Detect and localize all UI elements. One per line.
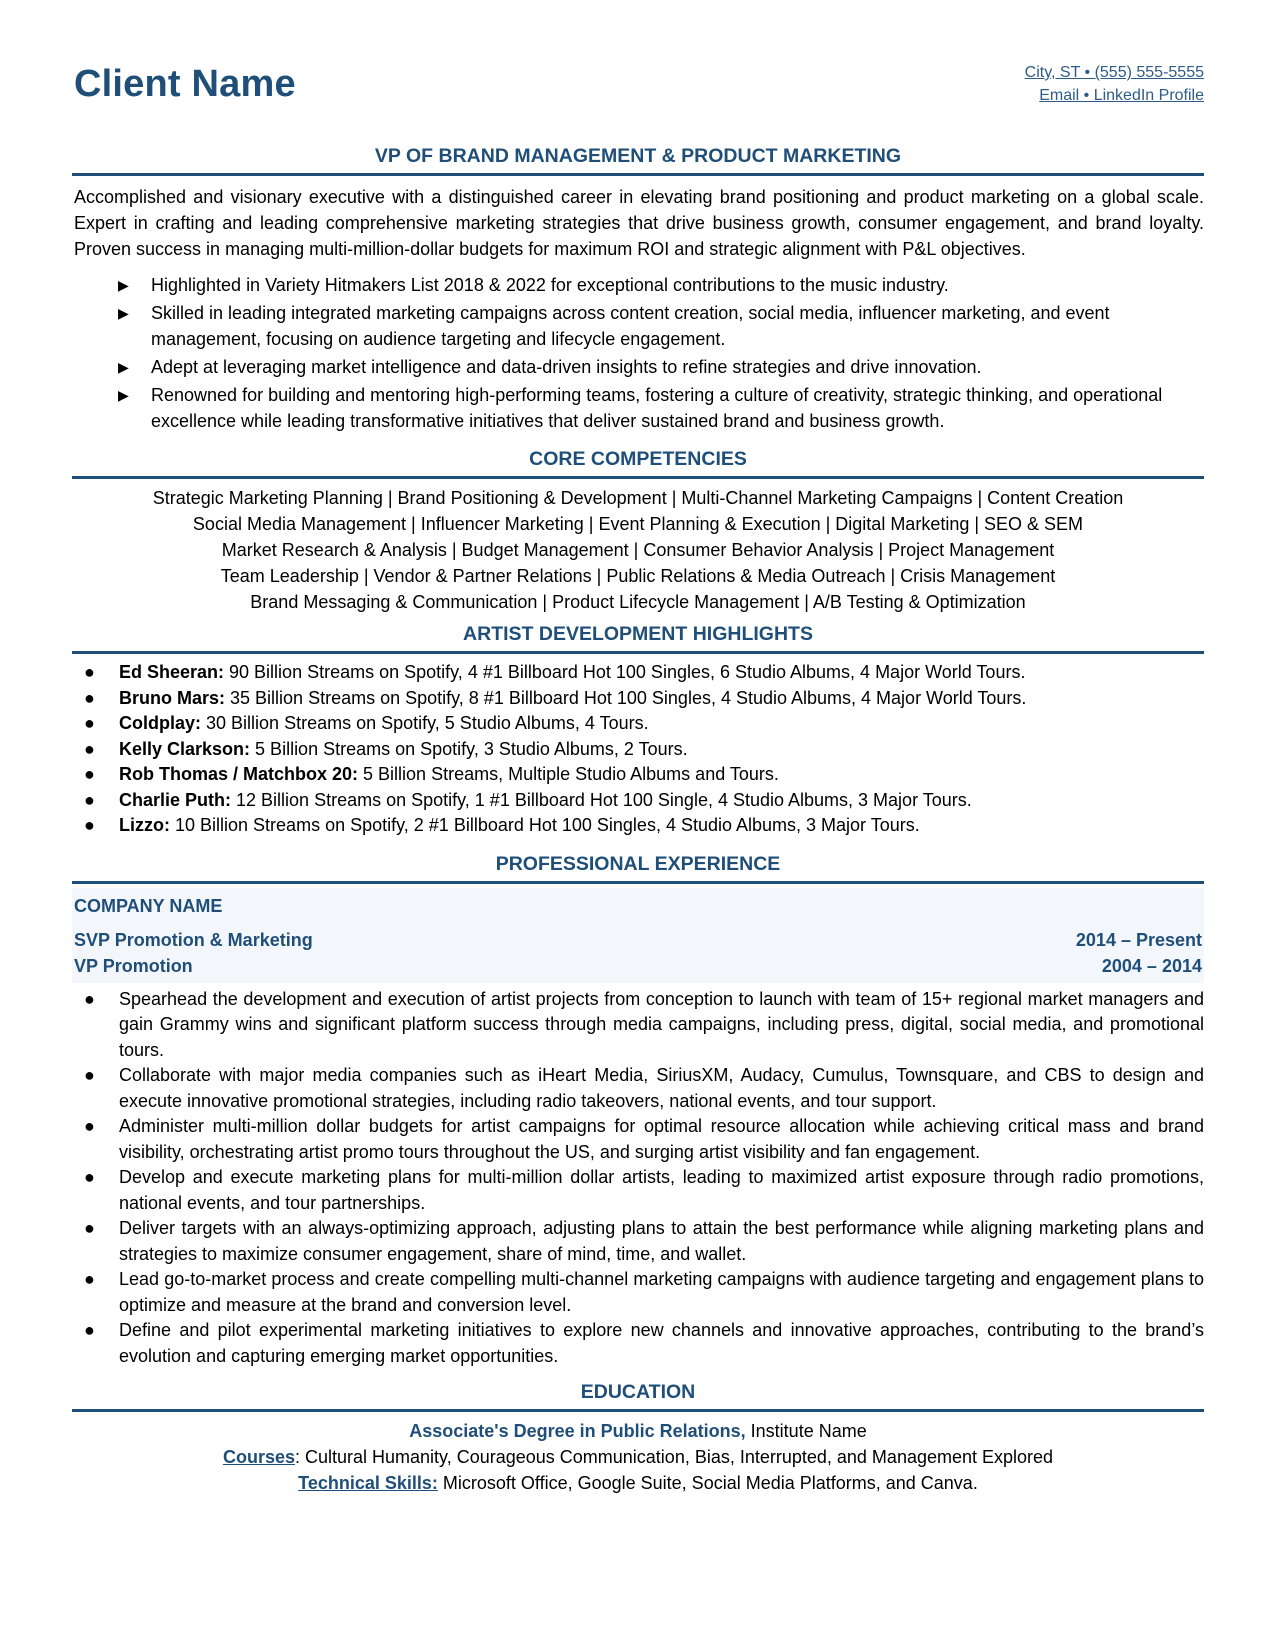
competency-line: Social Media Management | Influencer Marketing | Event Planning & Execution | Digital Marketing | SEO & SEM [192, 514, 1084, 534]
role-title: VP Promotion [74, 955, 193, 976]
experience-title: PROFESSIONAL EXPERIENCE [495, 852, 781, 875]
triangle-right-icon: ▶ [118, 305, 129, 321]
experience-bullets [72, 987, 1204, 1370]
section-divider [72, 173, 1204, 176]
triangle-right-icon: ▶ [118, 277, 129, 293]
list-item: ▶ Highlighted in Variety Hitmakers List 2018 & 2022 for exceptional contributions to the music industry. [72, 272, 1204, 298]
bullet-dot-icon: ● [84, 1116, 95, 1136]
bullet-dot-icon: ● [84, 738, 95, 759]
section-divider [72, 476, 1204, 479]
list-item: ● Kelly Clarkson: 5 Billion Streams on Spotify, 3 Studio Albums, 2 Tours. [72, 737, 1204, 763]
institute-name: Institute Name [745, 1421, 867, 1441]
bullet-dot-icon: ● [84, 1320, 95, 1340]
bullet-dot-icon: ● [84, 764, 95, 784]
role-dates: 2014 – Present [1075, 929, 1202, 950]
contact-info [1025, 61, 1204, 107]
list-item: ● Administer multi-million dollar budgets for artist campaigns for optimal resource allocation while achieving critical mass and brand visibility, orchestrating artist promo tours throughout the US, and surging artist visibility and fan engagement. [84, 1116, 1204, 1162]
company-header [72, 888, 1204, 983]
summary-title: VP OF BRAND MANAGEMENT & PRODUCT MARKETING [374, 145, 902, 167]
courses-line: Courses: Cultural Humanity, Courageous Communication, Bias, Interrupted, and Management Explored [222, 1447, 1054, 1467]
contact-location-phone-link[interactable]: City, ST • (555) 555-5555 [1024, 64, 1204, 81]
role-row [74, 927, 1202, 953]
section-divider [72, 1409, 1204, 1412]
education-title: EDUCATION [580, 1381, 696, 1403]
list-item: ● Coldplay: 30 Billion Streams on Spotify, 5 Studio Albums, 4 Tours. [72, 711, 1204, 737]
resume-page [72, 55, 1204, 1496]
bullet-dot-icon: ● [84, 789, 95, 810]
competencies-list [72, 485, 1204, 615]
summary-paragraph: Accomplished and visionary executive with a distinguished career in elevating brand positioning and product marketing on a global scale. Expert in crafting and leading comprehensive marketing strategies that drive business growth, consumer engagement, and brand loyalty. Proven success in managing multi-million-dollar budgets for maximum ROI and strategic alignment with P&L objectives. [74, 187, 1204, 259]
competency-line: Brand Messaging & Communication | Product Lifecycle Management | A/B Testing & Optimization [250, 592, 1026, 612]
degree-name: Associate's Degree in Public Relations, [409, 1421, 746, 1441]
artists-title: ARTIST DEVELOPMENT HIGHLIGHTS [463, 623, 813, 645]
list-item: ● Define and pilot experimental marketing initiatives to explore new channels and innovative approaches, contributing to the brand’s evolution and capturing emerging market opportunities. [84, 1320, 1204, 1366]
company-name: COMPANY NAME [74, 895, 223, 916]
resume-header [72, 55, 1204, 145]
list-item: ▶ Skilled in leading integrated marketing campaigns across content creation, social media, influencer marketing, and event management, focusing on audience targeting and lifecycle engagement. [72, 300, 1204, 352]
skills-label: Technical Skills: [298, 1473, 438, 1493]
contact-email-linkedin-link[interactable]: Email • LinkedIn Profile [1039, 87, 1204, 104]
list-item: ● Lizzo: 10 Billion Streams on Spotify, 2 #1 Billboard Hot 100 Singles, 4 Studio Albums, 3 Major Tours. [72, 813, 1204, 839]
list-item: ● Develop and execute marketing plans for multi-million dollar artists, leading to maximized artist exposure through radio promotions, national events, and tour partnerships. [84, 1167, 1204, 1213]
triangle-right-icon: ▶ [118, 387, 129, 403]
role-title: SVP Promotion & Marketing [74, 929, 313, 950]
degree-line [72, 1418, 1204, 1444]
competencies-title: CORE COMPETENCIES [529, 448, 747, 470]
bullet-dot-icon: ● [84, 1065, 95, 1085]
skills-line: Technical Skills: Microsoft Office, Google Suite, Social Media Platforms, and Canva. [298, 1473, 978, 1493]
client-name: Client Name [74, 63, 296, 105]
list-item: ▶ Renowned for building and mentoring high-performing teams, fostering a culture of creativity, strategic thinking, and operational excellence while leading transformative initiatives that deliver sustained brand and business growth. [72, 382, 1204, 434]
education-block [72, 1418, 1204, 1496]
list-item: ● Rob Thomas / Matchbox 20: 5 Billion Streams, Multiple Studio Albums and Tours. [72, 762, 1204, 788]
bullet-dot-icon: ● [84, 1167, 95, 1187]
bullet-dot-icon: ● [84, 713, 95, 733]
role-dates: 2004 – 2014 [1101, 955, 1202, 976]
list-item: ● Spearhead the development and execution of artist projects from conception to launch with team of 15+ regional market managers and gain Grammy wins and significant platform success through media campaigns, including press, digital, social media, and promotional tours. [84, 988, 1204, 1060]
list-item: ● Lead go-to-market process and create compelling multi-channel marketing campaigns with audience targeting and engagement plans to optimize and measure at the brand and conversion level. [84, 1269, 1204, 1315]
bullet-dot-icon: ● [84, 988, 95, 1009]
bullet-dot-icon: ● [84, 1269, 95, 1289]
list-item: ● Ed Sheeran: 90 Billion Streams on Spotify, 4 #1 Billboard Hot 100 Singles, 6 Studio Albums, 4 Major World Tours. [72, 660, 1204, 686]
triangle-right-icon: ▶ [118, 359, 129, 375]
artist-list [72, 660, 1204, 839]
bullet-dot-icon: ● [84, 1218, 95, 1238]
bullet-dot-icon: ● [84, 815, 95, 835]
list-item: ● Bruno Mars: 35 Billion Streams on Spotify, 8 #1 Billboard Hot 100 Singles, 4 Studio Albums, 4 Major World Tours. [72, 686, 1204, 712]
list-item: ▶ Adept at leveraging market intelligence and data-driven insights to refine strategies and drive innovation. [72, 354, 1204, 380]
section-divider [72, 651, 1204, 654]
role-row [74, 953, 1202, 979]
competency-line: Strategic Marketing Planning | Brand Positioning & Development | Multi-Channel Marketing Campaigns | Content Creation [152, 488, 1124, 508]
bullet-dot-icon: ● [84, 662, 95, 682]
summary-bullets [72, 272, 1204, 434]
courses-label: Courses [222, 1447, 295, 1467]
list-item: ● Collaborate with major media companies such as iHeart Media, SiriusXM, Audacy, Cumulus, Townsquare, and CBS to design and execute innovative promotional strategies, including radio takeovers, national events, and tour support. [84, 1065, 1204, 1111]
competency-line: Market Research & Analysis | Budget Management | Consumer Behavior Analysis | Project Management [221, 540, 1055, 560]
competency-line: Team Leadership | Vendor & Partner Relations | Public Relations & Media Outreach | Crisis Management [220, 566, 1056, 586]
bullet-dot-icon: ● [84, 687, 95, 708]
list-item: ● Deliver targets with an always-optimizing approach, adjusting plans to attain the best performance while aligning marketing plans and strategies to maximize consumer engagement, share of mind, time, and wallet. [84, 1218, 1204, 1264]
section-divider [72, 881, 1204, 884]
list-item: ● Charlie Puth: 12 Billion Streams on Spotify, 1 #1 Billboard Hot 100 Single, 4 Studio Albums, 3 Major Tours. [72, 788, 1204, 814]
